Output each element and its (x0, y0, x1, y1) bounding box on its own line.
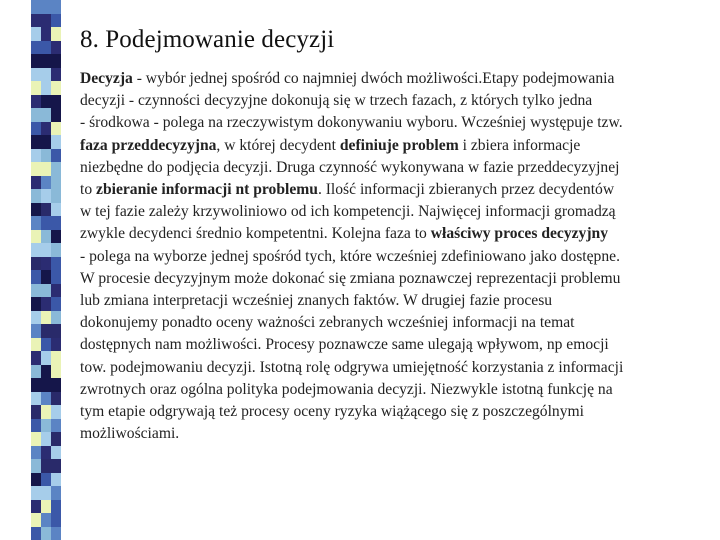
text-run: zwrotnych oraz ogólna polityka podejmowania decyzji. Niezwykle istotną funkcję na (80, 380, 613, 398)
text-run: dostępnych nam możliwości. Procesy poznawcze same ulegają wpływom, np emocji (80, 336, 609, 354)
stripe-block (31, 0, 61, 14)
stripe-block (31, 81, 61, 95)
text-run: w tej fazie zależy krzywoliniowo od ich kompetencji. Najwięcej informacji gromadzą (80, 203, 616, 221)
text-line (80, 290, 712, 312)
text-run: tym etapie odgrywają też procesy oceny ryzyka wiążącego się z poszczególnymi (80, 403, 584, 421)
slide-title: 8. Podejmowanie decyzji (80, 26, 335, 53)
stripe-block (31, 351, 61, 365)
stripe-block (31, 162, 61, 176)
stripe-block (31, 189, 61, 203)
text-line (80, 179, 712, 201)
text-run: - środkowa - polega na rzeczywistym dokonywaniu wyboru. Wcześniej występuje tzw. (80, 114, 623, 132)
bold-term: faza przeddecyzyjna (80, 136, 217, 154)
text-line (80, 423, 712, 445)
stripe-block (31, 54, 61, 68)
text-run: - polega na wyborze jednej spośród tych, które wcześniej zdefiniowano jako dostępne. (80, 247, 620, 265)
slide-body-text (80, 68, 712, 445)
text-line (80, 268, 712, 290)
stripe-block (31, 122, 61, 136)
stripe-block (31, 149, 61, 163)
text-run: W procesie decyzyjnym może dokonać się zmiana poznawczej reprezentacji problemu (80, 269, 621, 287)
stripe-block (31, 216, 61, 230)
stripe-block (31, 513, 61, 527)
stripe-block (31, 392, 61, 406)
stripe-block (31, 432, 61, 446)
text-line (80, 135, 712, 157)
stripe-block (31, 108, 61, 122)
text-line (80, 401, 712, 423)
text-run: to (80, 181, 97, 199)
text-line (80, 157, 712, 179)
text-line (80, 90, 712, 112)
stripe-block (31, 284, 61, 298)
stripe-block (31, 446, 61, 460)
stripe-block (31, 324, 61, 338)
stripe-block (31, 95, 61, 109)
stripe-block (31, 378, 61, 392)
stripe-block (31, 500, 61, 514)
text-line (80, 357, 712, 379)
text-run: tow. podejmowaniu decyzji. Istotną rolę odgrywa umiejętność korzystania z informacji (80, 358, 624, 376)
stripe-block (31, 338, 61, 352)
text-run: decyzji - czynności decyzyjne dokonują się w trzech fazach, z których tylko jedna (80, 92, 593, 110)
stripe-block (31, 27, 61, 41)
text-run: zwykle decydenci średnio kompetentni. Kolejna faza to (80, 225, 431, 243)
text-run: niezbędne do podjęcia decyzji. Druga czynność wykonywana w fazie przeddecyzyjnej (80, 158, 620, 176)
text-run: lub zmiana interpretacji wcześniej znanych faktów. W drugiej fazie procesu (80, 292, 553, 310)
stripe-block (31, 365, 61, 379)
stripe-block (31, 68, 61, 82)
stripe-block (31, 176, 61, 190)
stripe-block (31, 419, 61, 433)
text-run: , w której decydent (216, 136, 340, 154)
text-run: i zbiera informacje (458, 136, 581, 154)
stripe-block (31, 405, 61, 419)
text-line (80, 379, 712, 401)
text-line (80, 68, 712, 90)
stripe-block (31, 270, 61, 284)
text-line (80, 246, 712, 268)
text-run: . Ilość informacji zbieranych przez decydentów (317, 181, 615, 199)
decorative-stripe (31, 0, 61, 540)
stripe-block (31, 311, 61, 325)
text-line (80, 334, 712, 356)
stripe-block (31, 14, 61, 28)
text-run: możliwościami. (80, 425, 180, 443)
stripe-block (31, 459, 61, 473)
text-line (80, 312, 712, 334)
stripe-block (31, 527, 61, 540)
stripe-block (31, 135, 61, 149)
text-line (80, 112, 712, 134)
text-run: - wybór jednej spośród co najmniej dwóch możliwości.Etapy podejmowania (132, 70, 615, 87)
text-run: dokonujemy ponadto oceny ważności zebranych wcześniej informacji na temat (80, 314, 575, 332)
stripe-block (31, 230, 61, 244)
stripe-block (31, 203, 61, 217)
bold-term: Decyzja (80, 70, 133, 87)
text-line (80, 201, 712, 223)
bold-term: właściwy proces decyzyjny (430, 225, 609, 243)
stripe-block (31, 243, 61, 257)
text-line (80, 223, 712, 245)
stripe-block (31, 486, 61, 500)
stripe-block (31, 473, 61, 487)
stripe-block (31, 297, 61, 311)
bold-term: zbieranie informacji nt problemu (96, 181, 318, 199)
stripe-block (31, 257, 61, 271)
stripe-block (31, 41, 61, 55)
bold-term: definiuje problem (339, 136, 459, 154)
